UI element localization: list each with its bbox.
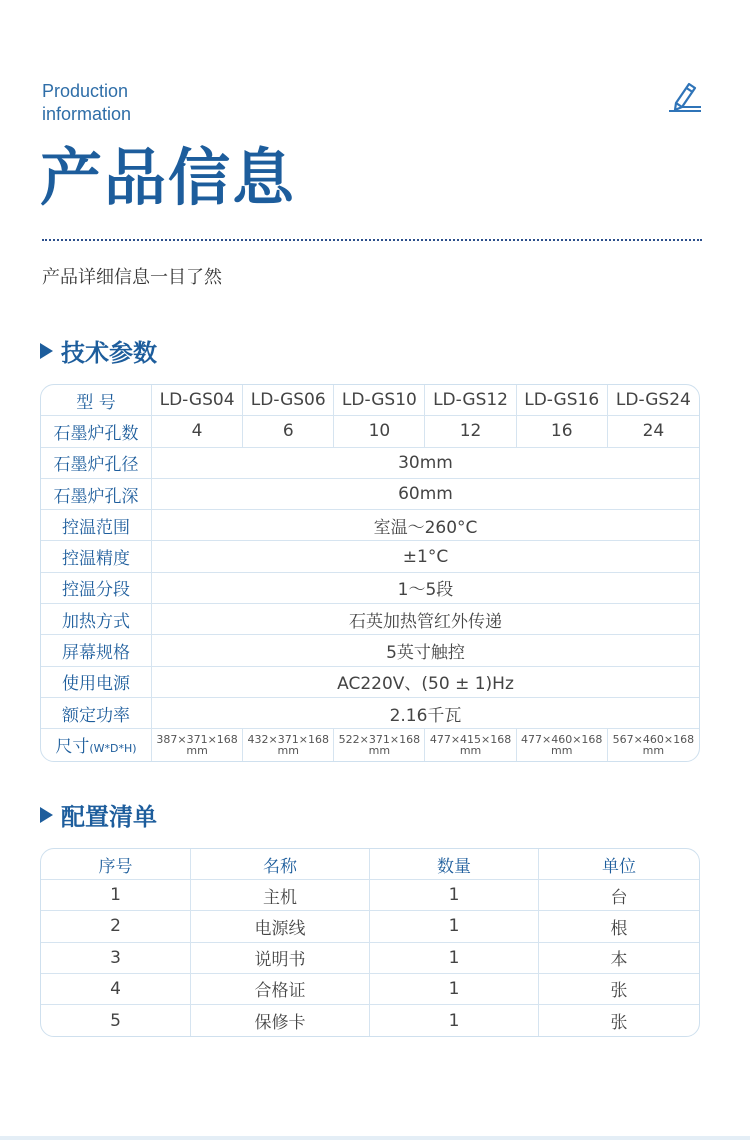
- cell: 合格证: [191, 974, 370, 1005]
- row-label: [41, 729, 152, 760]
- size-value: 567×460×168: [612, 732, 695, 746]
- table-row: [41, 667, 699, 698]
- value-cell: 16: [517, 416, 608, 447]
- size-unit: mm: [550, 743, 573, 757]
- table-row: [41, 541, 699, 572]
- table-row: [41, 1005, 699, 1036]
- table-row: [41, 635, 699, 666]
- row-label: 屏幕规格: [41, 635, 152, 666]
- triangle-bullet-icon: [40, 343, 53, 359]
- model-cell: LD-GS04: [152, 385, 243, 416]
- section-title: 配置清单: [61, 803, 157, 831]
- value-cell: 10: [334, 416, 425, 447]
- table-row: [41, 604, 699, 635]
- table-row-models: [41, 385, 699, 416]
- cell: 1: [370, 943, 539, 974]
- cell: 根: [539, 911, 699, 942]
- size-unit-note: (W*D*H): [89, 742, 137, 756]
- english-title: [42, 80, 131, 126]
- cell: 2: [41, 911, 191, 942]
- dotted-divider: [42, 239, 702, 241]
- size-cell: [152, 729, 243, 760]
- row-label: 加热方式: [41, 604, 152, 635]
- size-cell: [243, 729, 334, 760]
- column-header: 名称: [191, 849, 370, 880]
- value-cell: 1～5段: [152, 573, 699, 604]
- cell: 主机: [191, 880, 370, 911]
- value-cell: AC220V、(50 ± 1)Hz: [152, 667, 699, 698]
- size-cell: [425, 729, 516, 760]
- model-cell: LD-GS12: [425, 385, 516, 416]
- column-header: 单位: [539, 849, 699, 880]
- bottom-divider: [0, 1136, 750, 1140]
- size-value: 522×371×168: [338, 732, 421, 746]
- cell: 保修卡: [191, 1005, 370, 1036]
- triangle-bullet-icon: [40, 807, 53, 823]
- model-cell: LD-GS24: [608, 385, 699, 416]
- table-row: [41, 479, 699, 510]
- page-title: 产品信息: [40, 141, 297, 214]
- cell: 4: [41, 974, 191, 1005]
- model-cell: LD-GS06: [243, 385, 334, 416]
- cell: 1: [41, 880, 191, 911]
- table-row: [41, 974, 699, 1005]
- size-cell: [517, 729, 608, 760]
- row-label: 型 号: [41, 385, 152, 416]
- cell: 1: [370, 974, 539, 1005]
- value-cell: 60mm: [152, 479, 699, 510]
- table-row: [41, 510, 699, 541]
- column-header: 序号: [41, 849, 191, 880]
- size-unit: mm: [186, 743, 208, 757]
- row-label: 控温分段: [41, 573, 152, 604]
- value-cell: 5英寸触控: [152, 635, 699, 666]
- section-heading-config: [40, 797, 157, 832]
- table-row: [41, 943, 699, 974]
- cell: 张: [539, 974, 699, 1005]
- row-label: 石墨炉孔数: [41, 416, 152, 447]
- row-label: 使用电源: [41, 667, 152, 698]
- value-cell: 24: [608, 416, 699, 447]
- value-cell: 石英加热管红外传递: [152, 604, 699, 635]
- row-label: 石墨炉孔径: [41, 448, 152, 479]
- cell: 1: [370, 1005, 539, 1036]
- cell: 5: [41, 1005, 191, 1036]
- table-row: [41, 698, 699, 729]
- section-heading-specs: [40, 333, 157, 368]
- spec-table: [40, 384, 700, 762]
- english-title-line1: Production: [42, 81, 129, 101]
- row-label: 额定功率: [41, 698, 152, 729]
- value-cell: 12: [425, 416, 516, 447]
- cell: 说明书: [191, 943, 370, 974]
- table-row: [41, 880, 699, 911]
- size-value: 432×371×168: [247, 732, 329, 746]
- value-cell: ±1°C: [152, 541, 699, 572]
- cell: 1: [370, 880, 539, 911]
- row-label: 控温精度: [41, 541, 152, 572]
- table-header-row: [41, 849, 699, 880]
- cell: 1: [370, 911, 539, 942]
- size-label: 尺寸: [55, 737, 90, 758]
- size-value: 477×460×168: [520, 732, 603, 746]
- size-cell: [334, 729, 425, 760]
- model-cell: LD-GS10: [334, 385, 425, 416]
- size-cell: [608, 729, 699, 760]
- table-row: [41, 911, 699, 942]
- size-value: 477×415×168: [429, 732, 512, 746]
- value-cell: 2.16千瓦: [152, 698, 699, 729]
- value-cell: 30mm: [152, 448, 699, 479]
- cell: 台: [539, 880, 699, 911]
- value-cell: 4: [152, 416, 243, 447]
- config-table: [40, 848, 700, 1037]
- value-cell: 室温～260°C: [152, 510, 699, 541]
- english-title-line2: information: [42, 104, 132, 124]
- model-cell: LD-GS16: [517, 385, 608, 416]
- section-title: 技术参数: [61, 339, 157, 367]
- table-row-size: [41, 729, 699, 760]
- column-header: 数量: [370, 849, 539, 880]
- table-row: [41, 448, 699, 479]
- size-unit: mm: [368, 743, 391, 757]
- edit-pencil-icon: [666, 80, 704, 118]
- row-label: 石墨炉孔深: [41, 479, 152, 510]
- table-row-holes: [41, 416, 699, 447]
- size-unit: mm: [459, 743, 482, 757]
- value-cell: 6: [243, 416, 334, 447]
- size-unit: mm: [277, 743, 299, 757]
- row-label: 控温范围: [41, 510, 152, 541]
- page-subtitle: 产品详细信息一目了然: [42, 267, 222, 288]
- cell: 本: [539, 943, 699, 974]
- size-unit: mm: [642, 743, 665, 757]
- size-value: 387×371×168: [156, 732, 238, 746]
- cell: 张: [610, 1013, 628, 1034]
- cell: 电源线: [191, 911, 370, 942]
- table-row: [41, 573, 699, 604]
- cell: 3: [41, 943, 191, 974]
